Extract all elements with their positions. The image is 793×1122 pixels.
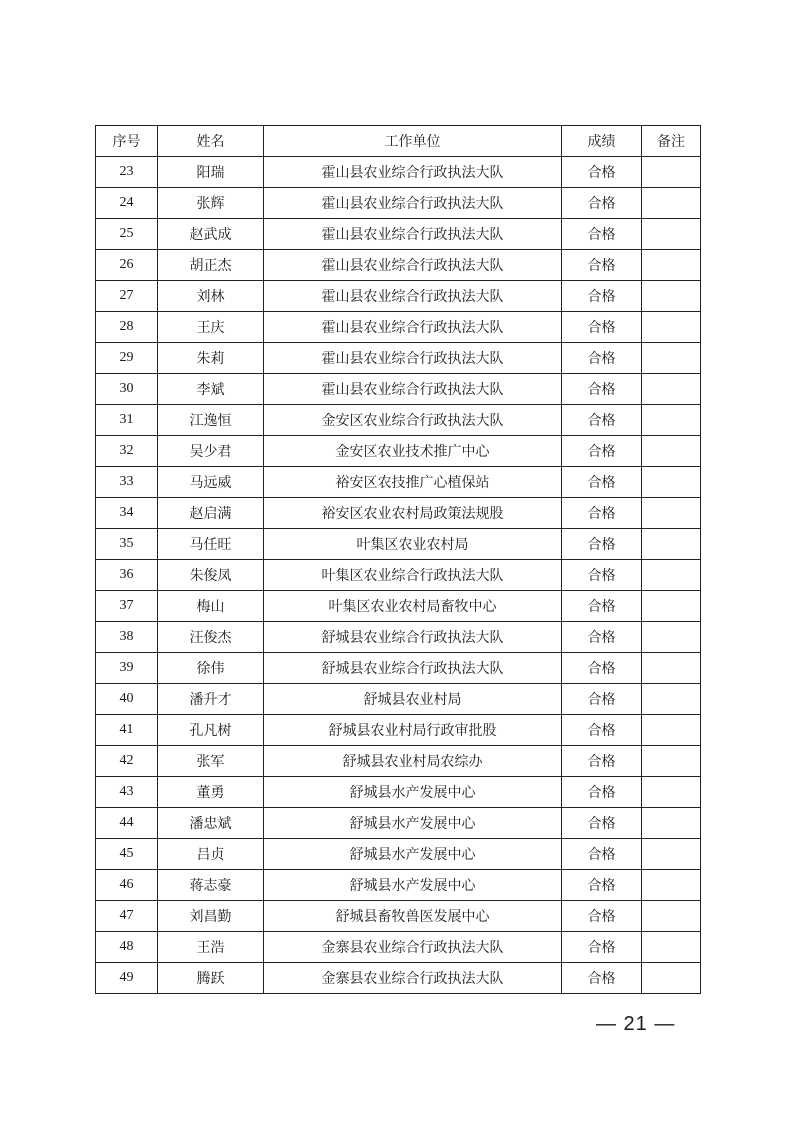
header-remark: 备注: [642, 126, 701, 157]
cell-result: 合格: [562, 591, 642, 622]
cell-no: 42: [96, 746, 158, 777]
cell-result: 合格: [562, 746, 642, 777]
cell-no: 27: [96, 281, 158, 312]
cell-unit: 舒城县畜牧兽医发展中心: [264, 901, 562, 932]
cell-unit: 霍山县农业综合行政执法大队: [264, 250, 562, 281]
cell-unit: 舒城县水产发展中心: [264, 808, 562, 839]
cell-remark: [642, 467, 701, 498]
cell-name: 潘升才: [158, 684, 264, 715]
cell-name: 吴少君: [158, 436, 264, 467]
cell-name: 孔凡树: [158, 715, 264, 746]
cell-no: 40: [96, 684, 158, 715]
cell-result: 合格: [562, 219, 642, 250]
table-row: [96, 281, 701, 312]
cell-unit: 舒城县水产发展中心: [264, 839, 562, 870]
cell-unit: 金寨县农业综合行政执法大队: [264, 963, 562, 994]
cell-result: 合格: [562, 622, 642, 653]
cell-unit: 金寨县农业综合行政执法大队: [264, 932, 562, 963]
cell-no: 30: [96, 374, 158, 405]
cell-result: 合格: [562, 281, 642, 312]
cell-name: 江逸恒: [158, 405, 264, 436]
cell-name: 朱莉: [158, 343, 264, 374]
cell-remark: [642, 157, 701, 188]
table-row: [96, 436, 701, 467]
cell-result: 合格: [562, 808, 642, 839]
cell-result: 合格: [562, 839, 642, 870]
cell-name: 汪俊杰: [158, 622, 264, 653]
cell-unit: 叶集区农业农村局: [264, 529, 562, 560]
cell-unit: 舒城县农业村局行政审批股: [264, 715, 562, 746]
cell-no: 37: [96, 591, 158, 622]
cell-no: 31: [96, 405, 158, 436]
cell-name: 徐伟: [158, 653, 264, 684]
cell-unit: 霍山县农业综合行政执法大队: [264, 343, 562, 374]
header-no: 序号: [96, 126, 158, 157]
cell-name: 潘忠斌: [158, 808, 264, 839]
cell-unit: 裕安区农业农村局政策法规股: [264, 498, 562, 529]
cell-remark: [642, 343, 701, 374]
cell-no: 41: [96, 715, 158, 746]
cell-name: 腾跃: [158, 963, 264, 994]
cell-no: 39: [96, 653, 158, 684]
table-row: [96, 901, 701, 932]
cell-remark: [642, 188, 701, 219]
cell-remark: [642, 374, 701, 405]
cell-remark: [642, 250, 701, 281]
cell-remark: [642, 219, 701, 250]
cell-remark: [642, 281, 701, 312]
table-row: [96, 498, 701, 529]
cell-unit: 裕安区农技推广心植保站: [264, 467, 562, 498]
cell-result: 合格: [562, 715, 642, 746]
cell-name: 张军: [158, 746, 264, 777]
table-row: [96, 467, 701, 498]
cell-name: 蒋志豪: [158, 870, 264, 901]
cell-no: 44: [96, 808, 158, 839]
cell-remark: [642, 622, 701, 653]
cell-no: 29: [96, 343, 158, 374]
cell-no: 45: [96, 839, 158, 870]
cell-result: 合格: [562, 188, 642, 219]
cell-remark: [642, 653, 701, 684]
table-row: [96, 746, 701, 777]
cell-remark: [642, 591, 701, 622]
cell-no: 35: [96, 529, 158, 560]
cell-remark: [642, 963, 701, 994]
cell-name: 王浩: [158, 932, 264, 963]
cell-remark: [642, 808, 701, 839]
cell-no: 23: [96, 157, 158, 188]
cell-result: 合格: [562, 901, 642, 932]
cell-remark: [642, 746, 701, 777]
cell-remark: [642, 839, 701, 870]
cell-name: 吕贞: [158, 839, 264, 870]
header-result: 成绩: [562, 126, 642, 157]
cell-remark: [642, 312, 701, 343]
cell-name: 阳瑞: [158, 157, 264, 188]
cell-unit: 金安区农业技术推广中心: [264, 436, 562, 467]
table-row: [96, 529, 701, 560]
cell-name: 赵启满: [158, 498, 264, 529]
cell-result: 合格: [562, 777, 642, 808]
cell-remark: [642, 932, 701, 963]
table-row: [96, 870, 701, 901]
cell-no: 47: [96, 901, 158, 932]
table-row: [96, 715, 701, 746]
cell-result: 合格: [562, 467, 642, 498]
table-row: [96, 839, 701, 870]
cell-result: 合格: [562, 963, 642, 994]
cell-unit: 霍山县农业综合行政执法大队: [264, 219, 562, 250]
cell-unit: 叶集区农业农村局畜牧中心: [264, 591, 562, 622]
cell-no: 33: [96, 467, 158, 498]
cell-remark: [642, 870, 701, 901]
cell-no: 32: [96, 436, 158, 467]
cell-result: 合格: [562, 374, 642, 405]
cell-remark: [642, 405, 701, 436]
cell-result: 合格: [562, 343, 642, 374]
cell-result: 合格: [562, 653, 642, 684]
table-row: [96, 343, 701, 374]
table-row: [96, 374, 701, 405]
cell-remark: [642, 684, 701, 715]
header-unit: 工作单位: [264, 126, 562, 157]
header-name: 姓名: [158, 126, 264, 157]
cell-unit: 舒城县水产发展中心: [264, 777, 562, 808]
table-row: [96, 622, 701, 653]
cell-no: 48: [96, 932, 158, 963]
roster-table: [95, 125, 701, 994]
cell-no: 38: [96, 622, 158, 653]
table-row: [96, 684, 701, 715]
cell-unit: 霍山县农业综合行政执法大队: [264, 188, 562, 219]
cell-remark: [642, 901, 701, 932]
cell-name: 刘林: [158, 281, 264, 312]
cell-result: 合格: [562, 684, 642, 715]
cell-name: 朱俊凤: [158, 560, 264, 591]
cell-name: 赵武成: [158, 219, 264, 250]
cell-name: 王庆: [158, 312, 264, 343]
cell-result: 合格: [562, 932, 642, 963]
table-row: [96, 188, 701, 219]
cell-result: 合格: [562, 405, 642, 436]
table-row: [96, 932, 701, 963]
cell-remark: [642, 715, 701, 746]
cell-result: 合格: [562, 250, 642, 281]
cell-unit: 舒城县农业综合行政执法大队: [264, 622, 562, 653]
cell-name: 马远威: [158, 467, 264, 498]
cell-remark: [642, 560, 701, 591]
cell-result: 合格: [562, 157, 642, 188]
cell-name: 马任旺: [158, 529, 264, 560]
cell-name: 董勇: [158, 777, 264, 808]
cell-unit: 叶集区农业综合行政执法大队: [264, 560, 562, 591]
table-body: [96, 157, 701, 994]
table-row: [96, 405, 701, 436]
table-row: [96, 219, 701, 250]
cell-remark: [642, 436, 701, 467]
cell-result: 合格: [562, 560, 642, 591]
table-row: [96, 250, 701, 281]
cell-no: 43: [96, 777, 158, 808]
cell-no: 49: [96, 963, 158, 994]
cell-name: 梅山: [158, 591, 264, 622]
cell-no: 46: [96, 870, 158, 901]
table-row: [96, 591, 701, 622]
page-number: — 21 —: [596, 1013, 676, 1035]
table-row: [96, 653, 701, 684]
cell-unit: 霍山县农业综合行政执法大队: [264, 374, 562, 405]
cell-result: 合格: [562, 870, 642, 901]
table-row: [96, 157, 701, 188]
cell-result: 合格: [562, 529, 642, 560]
cell-no: 28: [96, 312, 158, 343]
cell-unit: 霍山县农业综合行政执法大队: [264, 312, 562, 343]
cell-name: 刘昌勤: [158, 901, 264, 932]
cell-unit: 霍山县农业综合行政执法大队: [264, 157, 562, 188]
cell-unit: 舒城县农业综合行政执法大队: [264, 653, 562, 684]
cell-remark: [642, 777, 701, 808]
table-row: [96, 808, 701, 839]
table-row: [96, 560, 701, 591]
cell-name: 胡正杰: [158, 250, 264, 281]
cell-result: 合格: [562, 498, 642, 529]
cell-unit: 舒城县农业村局农综办: [264, 746, 562, 777]
cell-name: 张辉: [158, 188, 264, 219]
cell-no: 25: [96, 219, 158, 250]
cell-result: 合格: [562, 436, 642, 467]
cell-unit: 霍山县农业综合行政执法大队: [264, 281, 562, 312]
cell-no: 34: [96, 498, 158, 529]
cell-no: 24: [96, 188, 158, 219]
cell-remark: [642, 498, 701, 529]
cell-unit: 金安区农业综合行政执法大队: [264, 405, 562, 436]
table-row: [96, 963, 701, 994]
cell-unit: 舒城县农业村局: [264, 684, 562, 715]
table-header-row: [96, 126, 701, 157]
table-row: [96, 777, 701, 808]
cell-unit: 舒城县水产发展中心: [264, 870, 562, 901]
cell-no: 36: [96, 560, 158, 591]
cell-name: 李斌: [158, 374, 264, 405]
cell-remark: [642, 529, 701, 560]
cell-no: 26: [96, 250, 158, 281]
table-row: [96, 312, 701, 343]
cell-result: 合格: [562, 312, 642, 343]
